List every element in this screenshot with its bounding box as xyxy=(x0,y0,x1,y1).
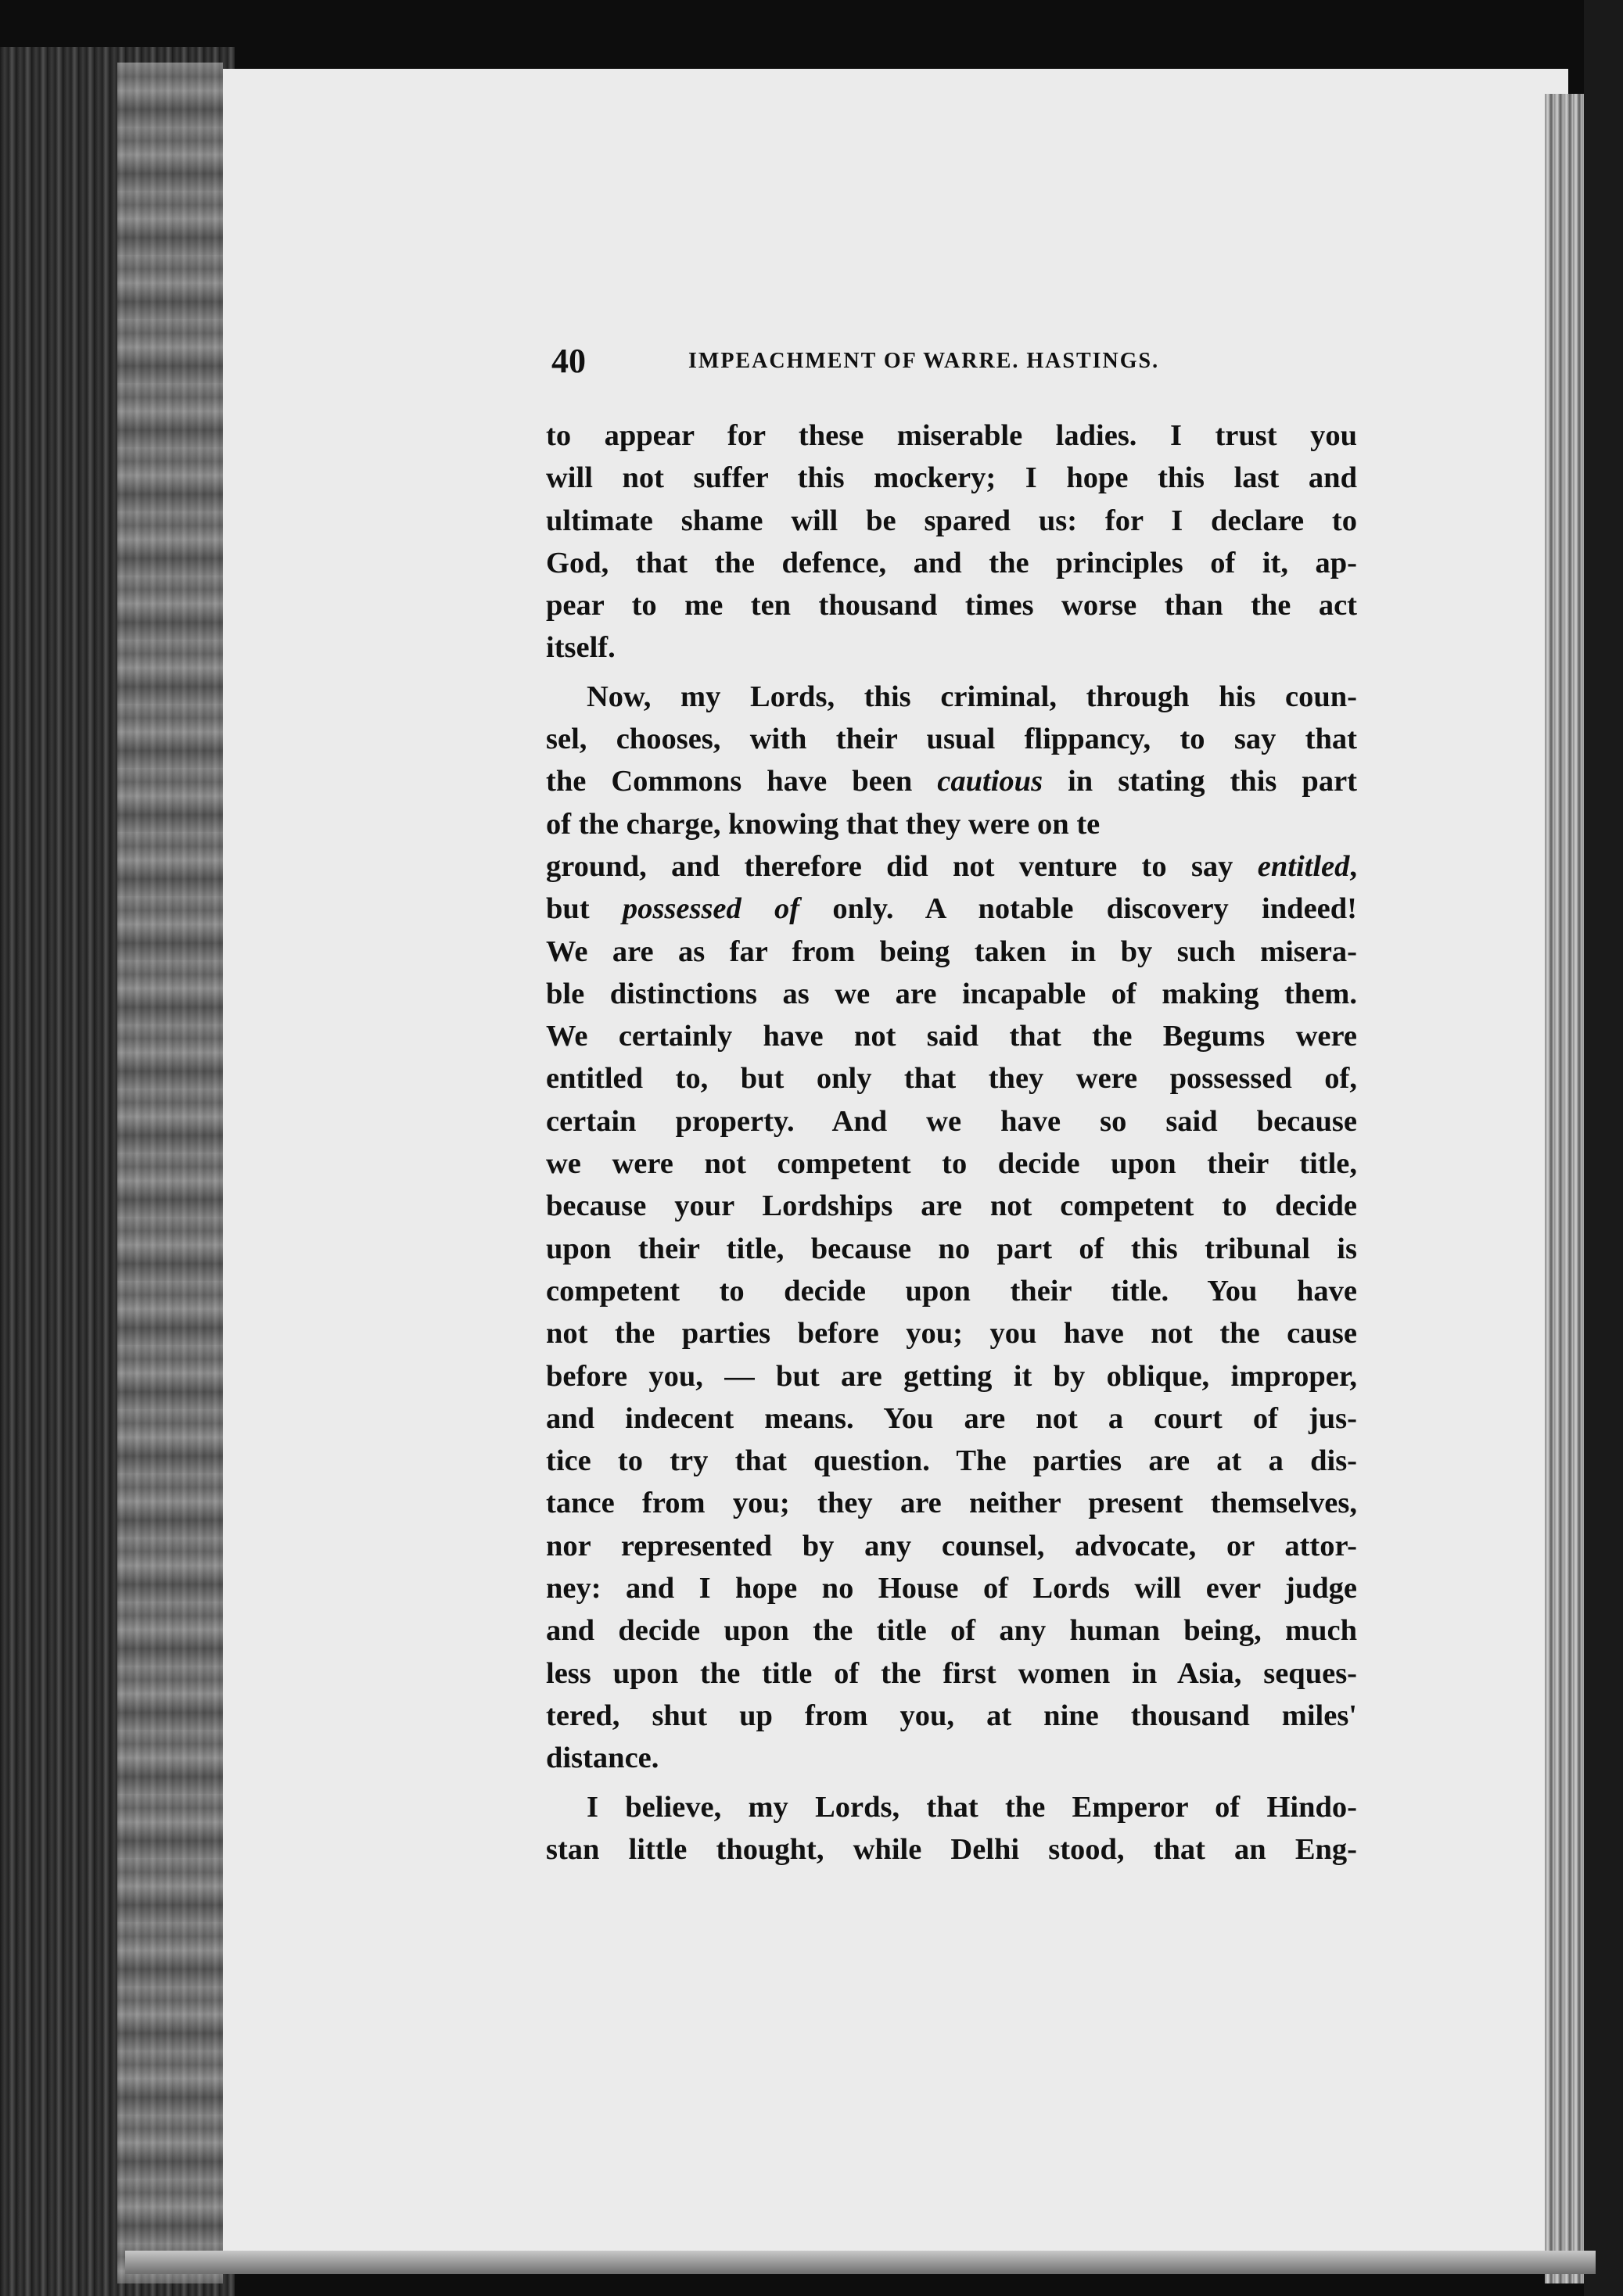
text-line: and decide upon the title of any human being, much xyxy=(546,1614,1357,1648)
text-line: itself. xyxy=(546,631,616,665)
text-line: stan little thought, while Delhi stood, that an Eng- xyxy=(546,1832,1357,1866)
text-line: Now, my Lords, this criminal, through his coun- xyxy=(587,680,1357,713)
text-line: not the parties before you; you have not the cause xyxy=(546,1317,1357,1351)
text-segment: only. A notable discovery indeed! xyxy=(799,892,1357,926)
paragraph xyxy=(546,1786,1357,1871)
text-line: ble distinctions as we are incapable of making them. xyxy=(546,977,1357,1010)
body-text xyxy=(546,414,1357,1871)
text-line: upon their title, because no part of this tribunal is xyxy=(546,1232,1357,1265)
text-line: pear to me ten thousand times worse than the act xyxy=(546,589,1357,622)
text-line: ultimate shame will be spared us: for I declare to xyxy=(546,504,1357,537)
facing-page-edge xyxy=(1545,94,1584,2283)
running-head: IMPEACHMENT OF WARRE. HASTINGS. xyxy=(688,349,1160,373)
text-line: will not suffer this mockery; I hope this last and xyxy=(546,461,1357,495)
scan-background-right xyxy=(1584,0,1623,2296)
page-bottom-edge xyxy=(125,2251,1596,2274)
text-line: of the charge, knowing that they were on te xyxy=(546,807,1101,841)
text-line: certain property. And we have so said because xyxy=(546,1104,1357,1138)
paragraph xyxy=(546,414,1357,669)
text-line: nor represented by any counsel, advocate, or attor- xyxy=(546,1529,1357,1562)
text-line: We certainly have not said that the Begums were xyxy=(546,1020,1357,1053)
text-line: entitled to, but only that they were possessed of, xyxy=(546,1062,1357,1096)
text-segment: the Commons have been xyxy=(546,765,938,798)
text-line: because your Lordships are not competent to decide xyxy=(546,1189,1357,1223)
text-segment: but xyxy=(546,892,623,926)
page-header xyxy=(551,341,1357,388)
text-line xyxy=(546,845,1357,888)
text-line: tered, shut up from you, at nine thousand miles' xyxy=(546,1699,1357,1732)
paragraph-gap xyxy=(546,1780,1357,1786)
text-line: ney: and I hope no House of Lords will ever judge xyxy=(546,1572,1357,1605)
text-segment: ground, and therefore did not venture to say xyxy=(546,849,1258,883)
italic-emphasis: entitled xyxy=(1257,849,1350,883)
text-line: God, that the defence, and the principles of it, ap- xyxy=(546,546,1357,579)
paragraph xyxy=(546,676,1357,1780)
text-line: sel, chooses, with their usual flippancy, to say that xyxy=(546,723,1357,756)
text-line xyxy=(546,760,1357,802)
page-number: 40 xyxy=(551,342,586,380)
text-segment: in stating this part xyxy=(1043,765,1357,798)
text-line: We are as far from being taken in by such misera- xyxy=(546,935,1357,968)
paragraph-gap xyxy=(546,669,1357,676)
text-line: distance. xyxy=(546,1742,659,1775)
text-line: we were not competent to decide upon their title, xyxy=(546,1147,1357,1181)
text-line: tance from you; they are neither present themselves, xyxy=(546,1487,1357,1520)
text-line: before you, — but are getting it by oblique, improper, xyxy=(546,1359,1357,1393)
text-line: to appear for these miserable ladies. I trust you xyxy=(546,419,1357,452)
italic-emphasis: cautious xyxy=(937,765,1043,798)
italic-emphasis: possessed of xyxy=(622,892,800,926)
text-line: and indecent means. You are not a court of jus- xyxy=(546,1401,1357,1435)
text-line: less upon the title of the first women in Asia, seques- xyxy=(546,1656,1357,1690)
text-line: tice to try that question. The parties are at a dis- xyxy=(546,1444,1357,1478)
book-gutter-shadow xyxy=(117,63,223,2283)
text-segment: , xyxy=(1349,849,1357,883)
text-line: I believe, my Lords, that the Emperor of Hindo- xyxy=(587,1790,1357,1824)
text-line xyxy=(546,888,1357,930)
text-line: competent to decide upon their title. You have xyxy=(546,1274,1357,1308)
